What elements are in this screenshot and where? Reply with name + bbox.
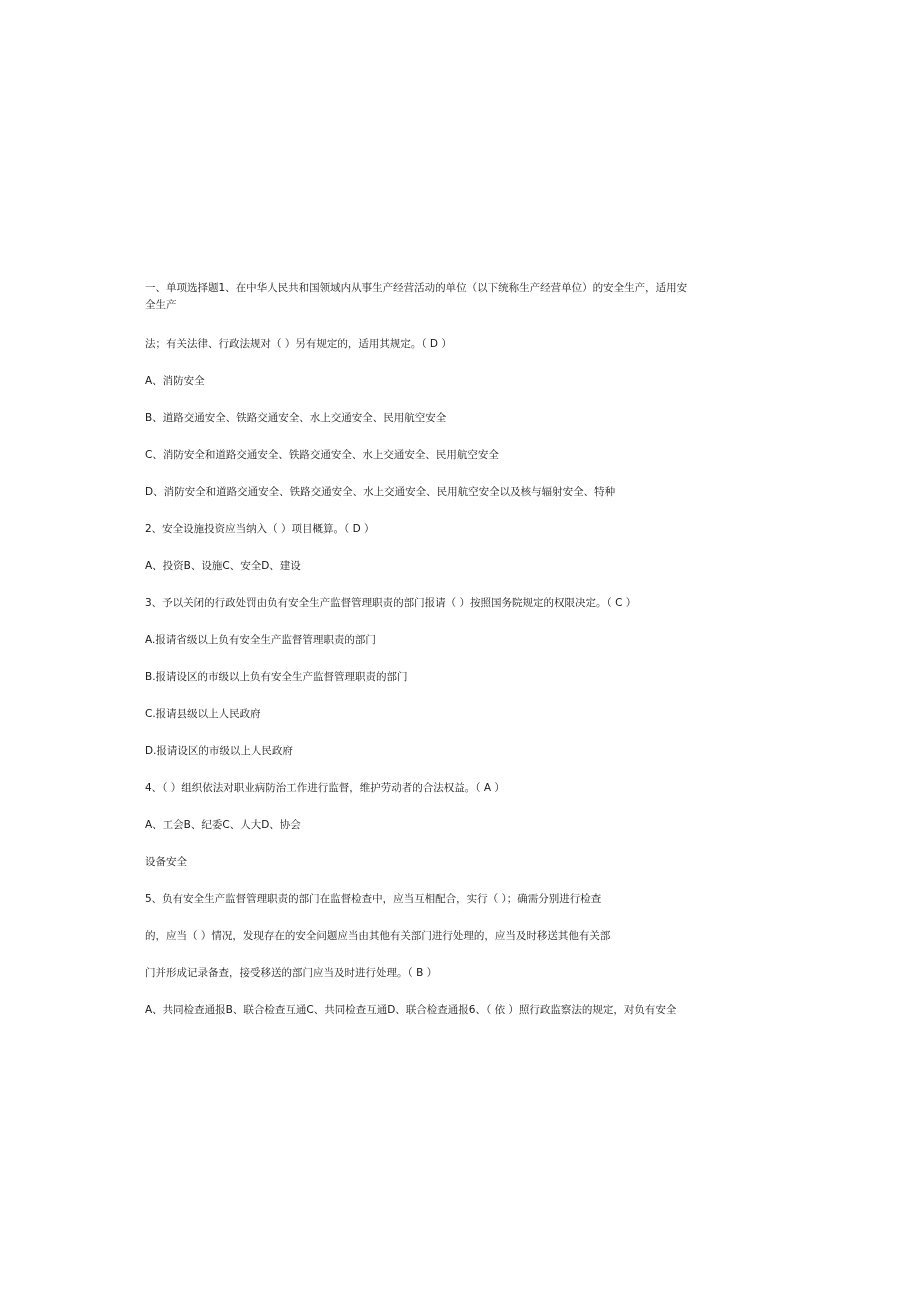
question-3-option-a: A.报请省级以上负有安全生产监督管理职责的部门 xyxy=(145,634,376,646)
question-3-option-d: D.报请设区的市级以上人民政府 xyxy=(145,745,293,757)
question-5-options-and-question-6-start: A、共同检查通报B、联合检查互通C、共同检查互通D、联合检查通报6、（ 依 ）照行政监察法的规定，对负有安全 xyxy=(145,1004,677,1016)
question-1-stem-part-2: 法；有关法律、行政法规对（ ）另有规定的，适用其规定。（ D ） xyxy=(145,338,452,350)
question-1-stem-part-1: 一、单项选择题1、在中华人民共和国领域内从事生产经营活动的单位（以下统称生产经营单位）的安全生产，适用安全生产 xyxy=(145,282,688,311)
question-4-stem: 4、（ ）组织依法对职业病防治工作进行监督，维护劳动者的合法权益。（ A ） xyxy=(145,782,505,794)
question-3-option-c: C.报请县级以上人民政府 xyxy=(145,708,261,720)
question-2-options: A、投资B、设施C、安全D、建设 xyxy=(145,560,301,572)
question-1-option-d-continuation: 设备安全 xyxy=(145,856,187,868)
question-3-stem: 3、予以关闭的行政处罚由负有安全生产监督管理职责的部门报请（ ）按照国务院规定的权限决定。（ C ） xyxy=(145,597,637,609)
question-1-option-c: C、消防安全和道路交通安全、铁路交通安全、水上交通安全、民用航空安全 xyxy=(145,449,499,461)
question-1-option-b: B、道路交通安全、铁路交通安全、水上交通安全、民用航空安全 xyxy=(145,412,447,424)
question-1-option-d: D、消防安全和道路交通安全、铁路交通安全、水上交通安全、民用航空安全以及核与辐射安全、特种 xyxy=(145,486,616,498)
question-5-stem-part-3: 门并形成记录备查，接受移送的部门应当及时进行处理。（ B ） xyxy=(145,967,438,979)
question-5-stem-part-1: 5、负有安全生产监督管理职责的部门在监督检查中，应当互相配合，实行（ ）；确需分别进行检查 xyxy=(145,893,602,905)
question-3-option-b: B.报请设区的市级以上负有安全生产监督管理职责的部门 xyxy=(145,671,408,683)
question-5-stem-part-2: 的，应当（ ）情况，发现存在的安全问题应当由其他有关部门进行处理的，应当及时移送其他有关部 xyxy=(145,930,611,942)
question-2-stem: 2、安全设施投资应当纳入（ ）项目概算。（ D ） xyxy=(145,523,375,535)
question-1-option-a: A、消防安全 xyxy=(145,375,205,387)
question-4-options: A、工会B、纪委C、人大D、协会 xyxy=(145,819,301,831)
